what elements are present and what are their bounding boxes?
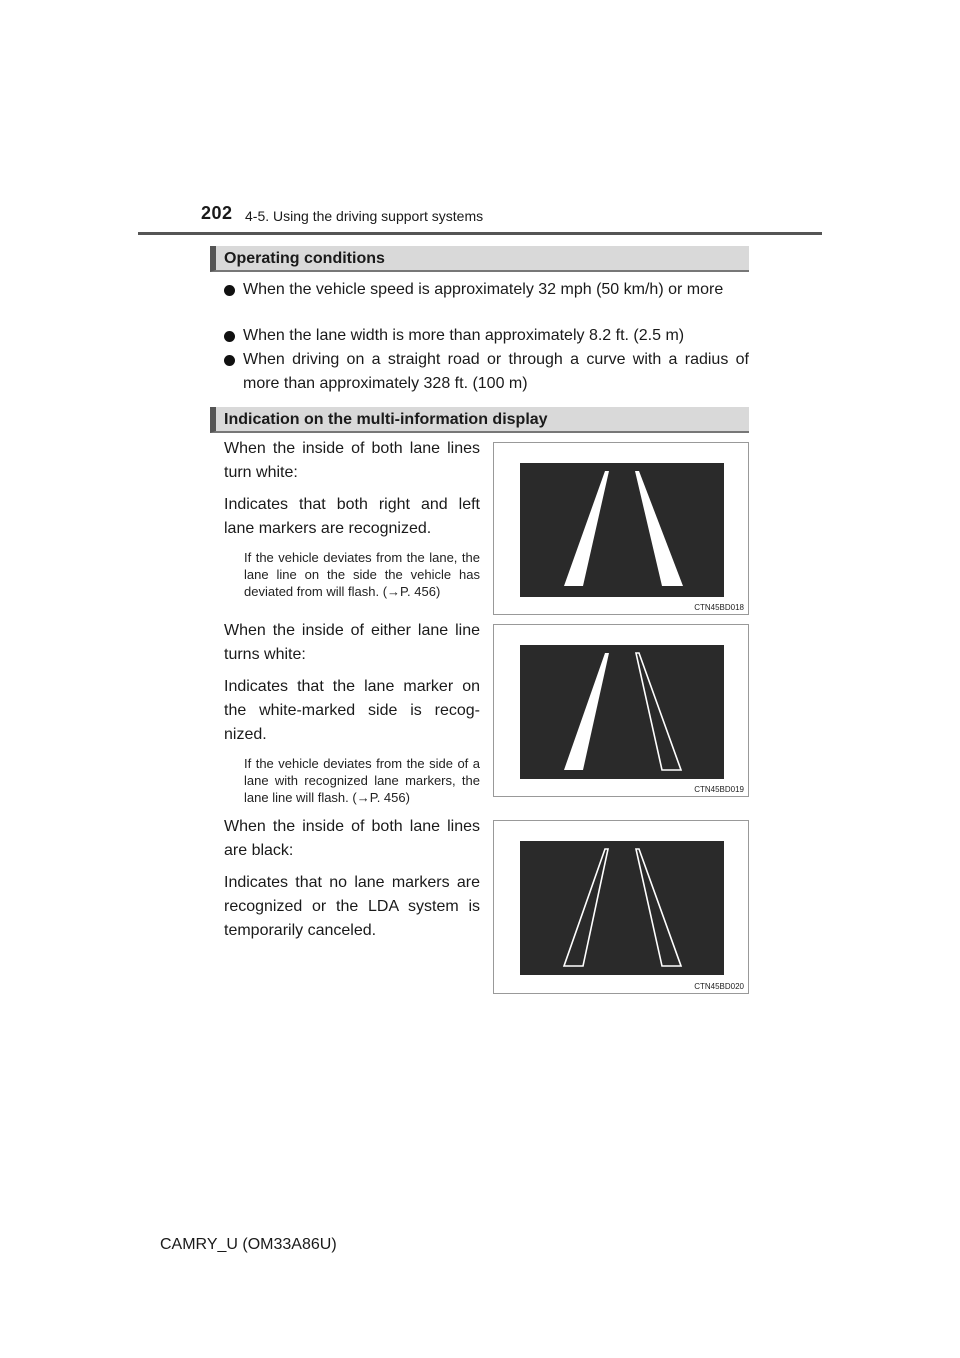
figure-code: CTN45BD020 xyxy=(694,982,744,991)
figure-code: CTN45BD019 xyxy=(694,785,744,794)
bullet-icon xyxy=(224,285,235,296)
left-lane-line-outline xyxy=(564,849,608,966)
condition-text: When driving on a straight road or through a curve with a radius of more than approximately 328 ft. (100 m) xyxy=(243,351,749,392)
operating-conditions-title: Operating conditions xyxy=(224,250,385,267)
entry-body: Indicates that no lane markers are recognized or the LDA system is temporarily canceled. xyxy=(224,874,480,939)
display-screen xyxy=(520,463,724,597)
bullet-icon xyxy=(224,355,235,366)
display-screen xyxy=(520,841,724,975)
condition-text: When the lane width is more than approximately 8.2 ft. (2.5 m) xyxy=(243,327,685,344)
condition-item xyxy=(224,348,749,396)
entry-body: Indicates that the lane marker on the white-marked side is recog-nized. xyxy=(224,678,480,743)
section-title: 4-5. Using the driving support systems xyxy=(245,208,484,224)
right-lane-line xyxy=(635,471,683,586)
display-figure-none-recognized xyxy=(493,820,749,994)
header-divider xyxy=(138,232,822,235)
indication-heading xyxy=(210,407,749,433)
left-lane-line xyxy=(564,471,609,586)
figure-code: CTN45BD018 xyxy=(694,603,744,612)
left-lane-line xyxy=(564,653,609,770)
display-figure-both-recognized xyxy=(493,442,749,615)
indication-entry xyxy=(224,619,480,806)
model-footer: CAMRY_U (OM33A86U) xyxy=(160,1236,337,1253)
entry-note: If the vehicle deviates from the lane, the lane line on the side the vehicle has deviated from will flash. (→P. 456) xyxy=(244,550,480,599)
entry-heading: When the inside of both lane lines turn white: xyxy=(224,440,480,481)
indication-entry xyxy=(224,815,480,951)
right-lane-line-outline xyxy=(636,653,681,770)
entry-heading: When the inside of either lane line turns white: xyxy=(224,622,480,663)
lane-lines-both-black xyxy=(520,841,724,975)
entry-note: If the vehicle deviates from the side of a lane with recognized lane markers, the lane line will flash. (→P. 456) xyxy=(244,756,480,805)
condition-text: When the vehicle speed is approximately 32 mph (50 km/h) or more xyxy=(243,281,724,298)
indication-title: Indication on the multi-information display xyxy=(224,411,548,428)
operating-conditions-heading xyxy=(210,246,749,272)
indication-entry xyxy=(224,437,480,600)
lane-lines-one-white xyxy=(520,645,724,779)
display-figure-one-recognized xyxy=(493,624,749,797)
entry-body: Indicates that both right and left lane markers are recognized. xyxy=(224,496,480,537)
bullet-icon xyxy=(224,331,235,342)
condition-item xyxy=(224,324,749,348)
display-screen xyxy=(520,645,724,779)
condition-item xyxy=(224,278,749,302)
right-lane-line-outline xyxy=(636,849,681,966)
lane-lines-both-white xyxy=(520,463,724,597)
page-number: 202 xyxy=(201,203,233,223)
entry-heading: When the inside of both lane lines are black: xyxy=(224,818,480,859)
